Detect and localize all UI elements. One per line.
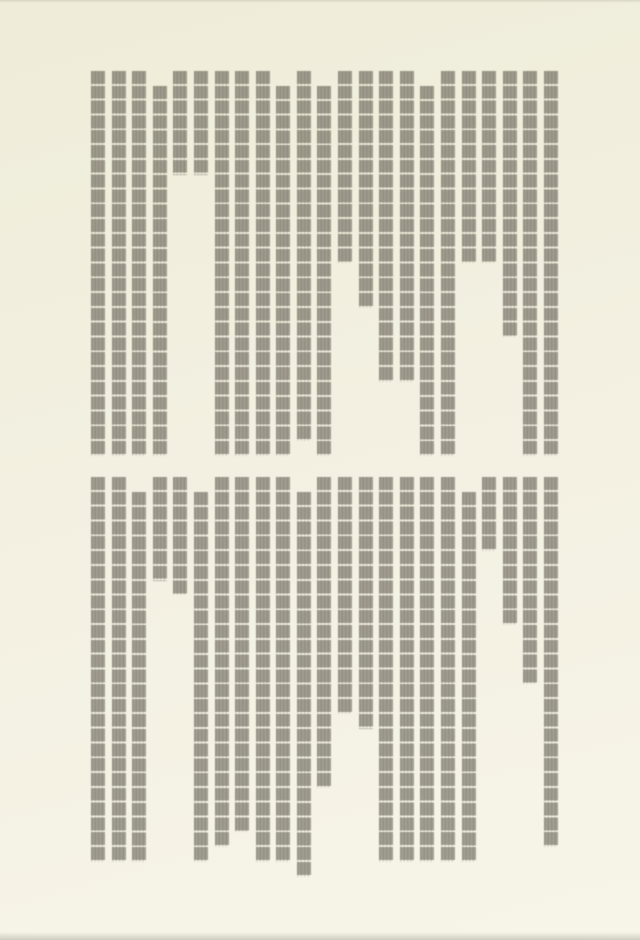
text-line-redacted — [132, 492, 146, 862]
text-line-redacted — [153, 477, 167, 581]
text-line-redacted — [256, 477, 270, 862]
text-line-redacted — [235, 71, 249, 456]
text-line-redacted — [338, 71, 352, 263]
vertical-text-block-top — [91, 71, 558, 456]
text-line-redacted — [400, 71, 414, 382]
text-line-redacted — [420, 86, 434, 456]
text-line-redacted — [194, 492, 208, 862]
text-line-redacted — [256, 71, 270, 456]
text-line-redacted — [194, 71, 208, 175]
text-line-redacted — [91, 71, 105, 456]
text-line-redacted — [91, 477, 105, 862]
text-line-redacted — [317, 477, 331, 788]
text-line-redacted — [544, 71, 558, 456]
text-line-redacted — [297, 71, 311, 441]
text-line-redacted — [338, 477, 352, 714]
text-line-redacted — [359, 477, 373, 729]
text-line-redacted — [317, 86, 331, 456]
text-line-redacted — [503, 477, 517, 625]
scan-edge-bottom — [0, 932, 640, 940]
text-line-redacted — [359, 71, 373, 308]
text-line-redacted — [379, 71, 393, 382]
vertical-text-block-bottom — [91, 477, 558, 877]
text-line-redacted — [441, 477, 455, 862]
text-line-redacted — [215, 477, 229, 847]
text-line-redacted — [544, 477, 558, 847]
text-line-redacted — [297, 492, 311, 877]
text-line-redacted — [523, 477, 537, 684]
text-line-redacted — [153, 86, 167, 456]
text-line-redacted — [276, 477, 290, 862]
text-line-redacted — [276, 86, 290, 456]
scan-edge-top — [0, 0, 640, 3]
text-line-redacted — [482, 71, 496, 263]
text-line-redacted — [482, 477, 496, 551]
text-line-redacted — [112, 477, 126, 862]
text-line-redacted — [235, 477, 249, 832]
text-line-redacted — [441, 71, 455, 456]
text-line-redacted — [420, 477, 434, 862]
text-line-redacted — [462, 492, 476, 862]
text-line-redacted — [379, 477, 393, 862]
text-line-redacted — [112, 71, 126, 456]
text-line-redacted — [215, 71, 229, 456]
text-line-redacted — [503, 71, 517, 337]
text-line-redacted — [400, 477, 414, 862]
text-line-redacted — [132, 71, 146, 456]
text-line-redacted — [173, 477, 187, 595]
text-line-redacted — [462, 71, 476, 263]
text-line-redacted — [523, 71, 537, 456]
text-line-redacted — [173, 71, 187, 175]
